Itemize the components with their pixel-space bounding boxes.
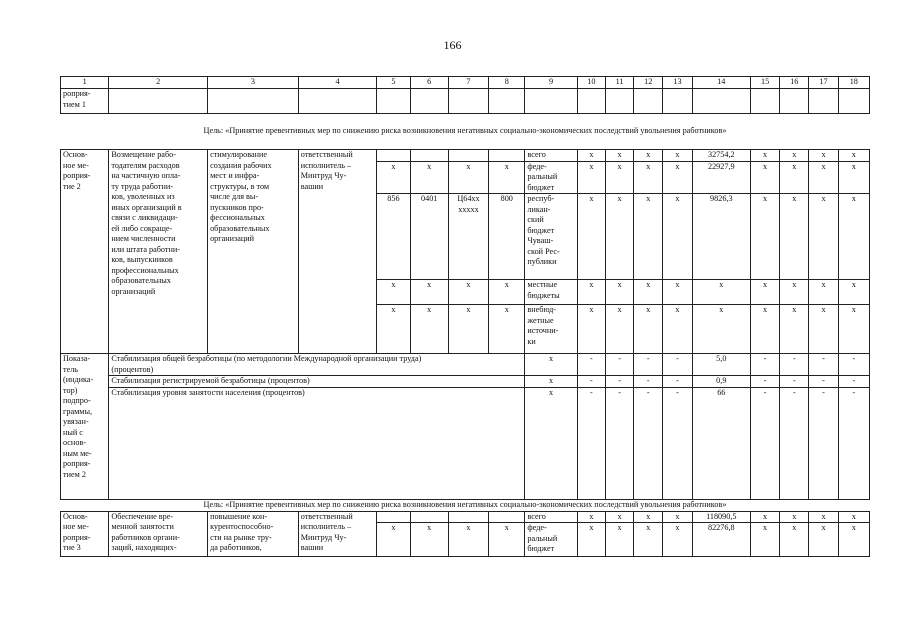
target-code: х [448, 280, 488, 305]
measure-label: Основ- ное ме- роприя- тие 3 [61, 511, 109, 557]
indicator-row [61, 376, 870, 388]
header-cell: 16 [780, 77, 809, 89]
value-cell: - [577, 376, 605, 388]
value-cell: 9826,3 [692, 194, 750, 280]
value-cell: х [634, 150, 663, 162]
funding-source: феде- ральный бюджет [525, 523, 577, 557]
value-cell: - [663, 354, 692, 376]
funding-source: всего [525, 511, 577, 523]
table-row [61, 511, 870, 523]
value-cell: х [663, 523, 692, 557]
page-number: 166 [443, 38, 462, 52]
program-table [60, 76, 870, 557]
measure-executor: ответственный исполнитель – Минтруд Чу- вашии [298, 511, 377, 557]
expense-code: х [489, 161, 525, 194]
header-cell: 3 [208, 77, 299, 89]
goal-row [61, 499, 870, 511]
value-cell: - [751, 354, 780, 376]
value-cell: х [634, 161, 663, 194]
value-cell: - [577, 354, 605, 376]
header-cell: 6 [410, 77, 448, 89]
table-row [61, 89, 870, 114]
value-cell: - [663, 387, 692, 499]
value-cell: х [809, 194, 838, 280]
grbs-code: х [377, 523, 410, 557]
value-cell: х [663, 150, 692, 162]
expense-code: х [489, 280, 525, 305]
target-code [448, 150, 488, 162]
value-cell: х [809, 305, 838, 354]
indicator-text: Стабилизация уровня занятости населения (процентов) [109, 387, 525, 499]
indicator-text: Стабилизация общей безработицы (по методологии Международной организации труда) (процентов) [109, 354, 525, 376]
value-cell: х [751, 194, 780, 280]
measure-description: Обеспечение вре- менной занятости работников органи- заций, находящих- [109, 511, 208, 557]
value-cell: х [525, 354, 577, 376]
funding-source: всего [525, 150, 577, 162]
value-cell: х [605, 161, 633, 194]
goal-row [61, 114, 870, 150]
target-code: х [448, 305, 488, 354]
measure-goal: повышение кон- курентоспособно- сти на рынке тру- да работников, [208, 511, 299, 557]
header-cell: 15 [751, 77, 780, 89]
value-cell: х [605, 280, 633, 305]
value-cell: 82276,8 [692, 523, 750, 557]
value-cell: х [577, 305, 605, 354]
value-cell: - [809, 354, 838, 376]
value-cell: х [838, 305, 869, 354]
value-cell: х [634, 511, 663, 523]
value-cell: - [605, 376, 633, 388]
header-cell: 7 [448, 77, 488, 89]
header-cell: 10 [577, 77, 605, 89]
value-cell: 0,9 [692, 376, 750, 388]
value-cell: - [634, 376, 663, 388]
section-code: 0401 [410, 194, 448, 280]
header-cell: 12 [634, 77, 663, 89]
value-cell: - [663, 376, 692, 388]
value-cell: - [634, 354, 663, 376]
value-cell: х [525, 376, 577, 388]
header-cell: 8 [489, 77, 525, 89]
value-cell: х [780, 280, 809, 305]
section-code [410, 150, 448, 162]
value-cell: х [809, 523, 838, 557]
section-code: х [410, 305, 448, 354]
value-cell: х [605, 511, 633, 523]
value-cell: х [577, 150, 605, 162]
value-cell: х [751, 511, 780, 523]
value-cell: х [780, 511, 809, 523]
value-cell: х [663, 161, 692, 194]
value-cell: х [751, 150, 780, 162]
value-cell: х [838, 161, 869, 194]
measure-goal: стимулирование создания рабочих мест и инфра- структуры, в том числе для вы- пускников про- фессиональных образовательных организаций [208, 150, 299, 354]
value-cell: х [838, 150, 869, 162]
grbs-code [377, 150, 410, 162]
value-cell: 118090,5 [692, 511, 750, 523]
expense-code: 800 [489, 194, 525, 280]
value-cell: х [663, 511, 692, 523]
value-cell: х [751, 305, 780, 354]
value-cell: - [780, 376, 809, 388]
header-cell: 14 [692, 77, 750, 89]
indicator-text: Стабилизация регистрируемой безработицы (процентов) [109, 376, 525, 388]
value-cell: - [780, 387, 809, 499]
target-code [448, 511, 488, 523]
value-cell: х [780, 523, 809, 557]
value-cell: х [780, 305, 809, 354]
header-cell: 11 [605, 77, 633, 89]
header-cell: 17 [809, 77, 838, 89]
value-cell: х [751, 280, 780, 305]
value-cell: х [663, 194, 692, 280]
value-cell: - [838, 387, 869, 499]
measure-label: Основ- ное ме- роприя- тие 2 [61, 150, 109, 354]
header-cell: 9 [525, 77, 577, 89]
indicator-label: Показа- тель (индика- тор) подпро- граммы, увязан- ный с основ- ным ме- роприя- тием 2 [61, 354, 109, 500]
value-cell: - [809, 376, 838, 388]
value-cell: - [605, 354, 633, 376]
grbs-code: х [377, 161, 410, 194]
value-cell: 66 [692, 387, 750, 499]
grbs-code: 856 [377, 194, 410, 280]
value-cell: х [692, 280, 750, 305]
value-cell: х [751, 161, 780, 194]
value-cell: х [809, 161, 838, 194]
section-code: х [410, 161, 448, 194]
value-cell: х [577, 511, 605, 523]
grbs-code [377, 511, 410, 523]
indicator-row [61, 354, 870, 376]
table-row [61, 150, 870, 162]
value-cell: х [809, 511, 838, 523]
measure-description: Возмещение рабо- тодателям расходов на частичную опла- ту труда работни- ков, уволенных из иных организаций в связи с ликвидаци- ей либо сокраще- нием численности или штата работни- ков, выпускников профессиональных образовательных организаций [109, 150, 208, 354]
value-cell: х [838, 194, 869, 280]
header-cell: 2 [109, 77, 208, 89]
value-cell: х [634, 305, 663, 354]
value-cell: х [809, 280, 838, 305]
value-cell: х [838, 523, 869, 557]
value-cell: х [525, 387, 577, 499]
value-cell: х [780, 150, 809, 162]
indicator-row [61, 387, 870, 499]
header-cell: 4 [298, 77, 377, 89]
header-cell: 5 [377, 77, 410, 89]
value-cell: х [605, 194, 633, 280]
value-cell: х [605, 523, 633, 557]
funding-source: респуб- ликан- ский бюджет Чуваш- ской Рес- публики [525, 194, 577, 280]
measure-label: роприя- тием 1 [61, 89, 109, 114]
section-code: х [410, 280, 448, 305]
expense-code: х [489, 523, 525, 557]
expense-code [489, 511, 525, 523]
value-cell: - [605, 387, 633, 499]
value-cell: х [577, 161, 605, 194]
value-cell: х [663, 305, 692, 354]
value-cell: х [634, 280, 663, 305]
value-cell: х [634, 194, 663, 280]
value-cell: х [577, 523, 605, 557]
value-cell: х [577, 194, 605, 280]
value-cell: - [577, 387, 605, 499]
section-code: х [410, 523, 448, 557]
measure-executor: ответственный исполнитель – Минтруд Чу- вашии [298, 150, 377, 354]
value-cell: х [605, 150, 633, 162]
value-cell: х [577, 280, 605, 305]
value-cell: - [809, 387, 838, 499]
value-cell: х [663, 280, 692, 305]
target-code: Ц64хх ххххх [448, 194, 488, 280]
value-cell: х [809, 150, 838, 162]
goal-text: Цель: «Принятие превентивных мер по снижению риска возникновения негативных социально-экономических последствий увольнения работников» [61, 499, 870, 511]
value-cell: 5,0 [692, 354, 750, 376]
value-cell: х [780, 194, 809, 280]
section-code [410, 511, 448, 523]
target-code: х [448, 523, 488, 557]
value-cell: х [780, 161, 809, 194]
header-cell: 13 [663, 77, 692, 89]
value-cell: - [751, 387, 780, 499]
grbs-code: х [377, 305, 410, 354]
target-code: х [448, 161, 488, 194]
expense-code: х [489, 305, 525, 354]
value-cell: 22927,9 [692, 161, 750, 194]
funding-source: феде- ральный бюджет [525, 161, 577, 194]
value-cell: - [751, 376, 780, 388]
value-cell: - [838, 376, 869, 388]
funding-source: внебюд- жетные источни- ки [525, 305, 577, 354]
value-cell: х [605, 305, 633, 354]
header-cell: 18 [838, 77, 869, 89]
value-cell: х [838, 511, 869, 523]
goal-text: Цель: «Принятие превентивных мер по снижению риска возникновения негативных социально-экономических последствий увольнения работников» [61, 114, 870, 150]
value-cell: х [838, 280, 869, 305]
value-cell: - [634, 387, 663, 499]
value-cell: - [780, 354, 809, 376]
value-cell: х [634, 523, 663, 557]
value-cell: - [838, 354, 869, 376]
header-row [61, 77, 870, 89]
value-cell: х [692, 305, 750, 354]
expense-code [489, 150, 525, 162]
header-cell: 1 [61, 77, 109, 89]
grbs-code: х [377, 280, 410, 305]
value-cell: 32754,2 [692, 150, 750, 162]
funding-source: местные бюджеты [525, 280, 577, 305]
value-cell: х [751, 523, 780, 557]
